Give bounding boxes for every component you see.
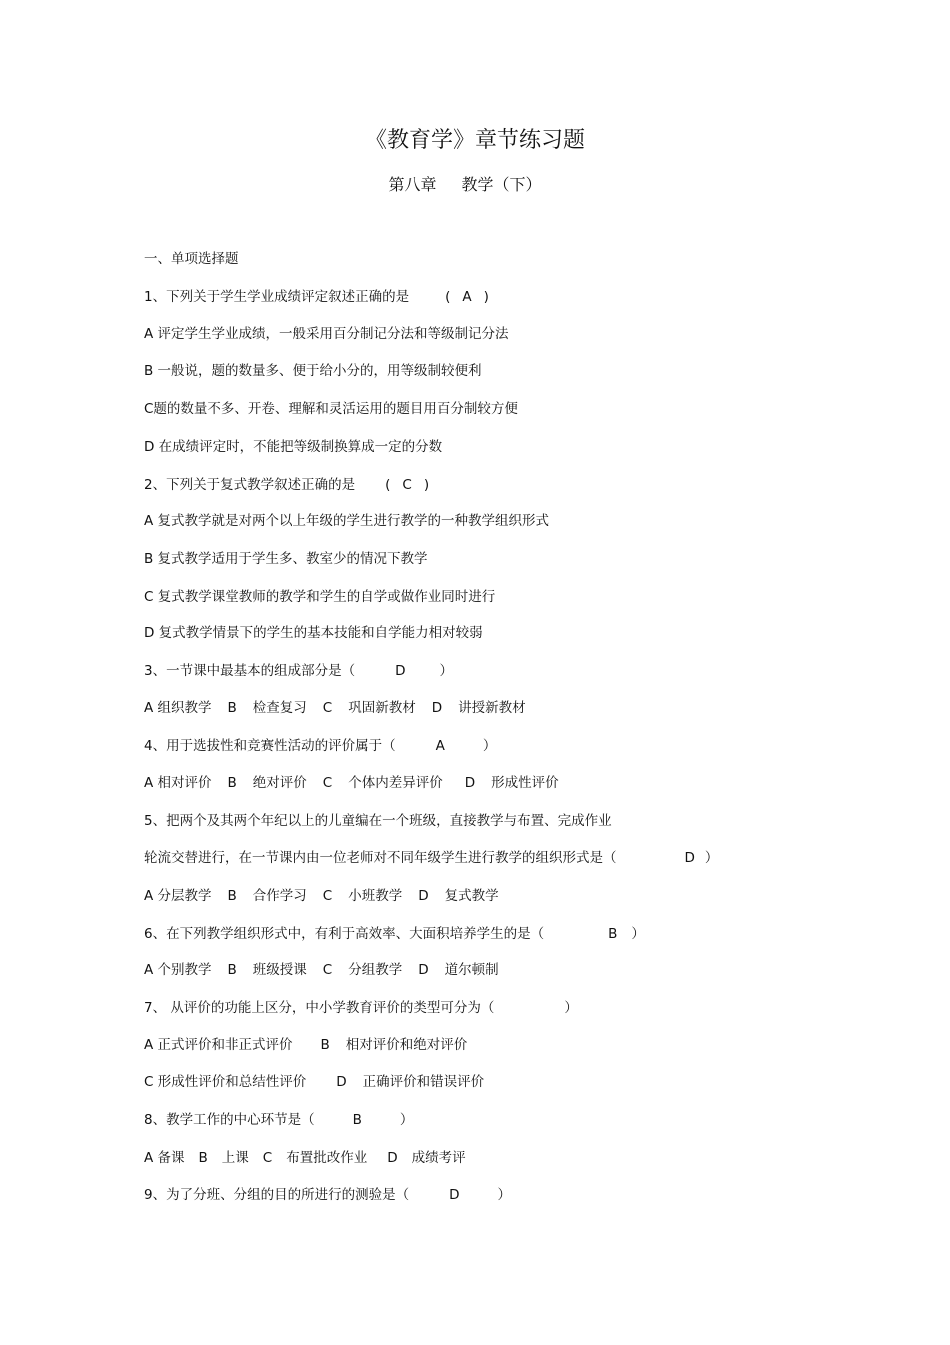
question-5-options: A 分层教学 B 合作学习 C 小班教学 D 复式教学 xyxy=(144,888,499,904)
question-7-options-row-2: C 形成性评价和总结性评价 D 正确评价和错误评价 xyxy=(144,1074,485,1090)
chapter-heading xyxy=(0,174,930,196)
document-title: 《教育学》章节练习题 xyxy=(364,128,585,153)
answer-8: B xyxy=(352,1112,362,1128)
question-5-stem-continued: 轮流交替进行，在一节课内由一位老师对不同年级学生进行教学的组织形式是（ D ） xyxy=(144,850,719,866)
question-1-option-b: B 一般说，题的数量多、便于给小分的，用等级制较便利 xyxy=(144,363,482,379)
question-6-stem: 6、在下列教学组织形式中，有利于高效率、大面积培养学生的是（ B ） xyxy=(144,926,645,942)
answer-6: B xyxy=(608,926,618,942)
question-4-options: A 相对评价 B 绝对评价 C 个体内差异评价 D 形成性评价 xyxy=(144,775,559,791)
question-2-option-a: A 复式教学就是对两个以上年级的学生进行教学的一种教学组织形式 xyxy=(144,513,550,529)
question-4-stem: 4、用于选拔性和竞赛性活动的评价属于（ A ） xyxy=(144,738,497,754)
answer-5: D xyxy=(684,850,695,866)
answer-2: C xyxy=(402,477,412,493)
question-8-options: A 备课 B 上课 C 布置批改作业 D 成绩考评 xyxy=(144,1150,466,1166)
answer-1: A xyxy=(462,289,472,305)
question-7-options-row-1: A 正式评价和非正式评价 B 相对评价和绝对评价 xyxy=(144,1037,468,1053)
question-2-option-d: D 复式教学情景下的学生的基本技能和自学能力相对较弱 xyxy=(144,625,483,641)
answer-3: D xyxy=(395,663,406,679)
question-5-stem: 5、把两个及其两个年纪以上的儿童编在一个班级，直接教学与布置、完成作业 xyxy=(144,813,612,829)
section-heading: 一、单项选择题 xyxy=(144,251,239,267)
answer-4: A xyxy=(435,738,445,754)
question-1-option-d: D 在成绩评定时，不能把等级制换算成一定的分数 xyxy=(144,439,443,455)
question-1-option-c: C题的数量不多、开卷、理解和灵活运用的题目用百分制较方便 xyxy=(144,401,518,417)
question-7-stem: 7、 从评价的功能上区分，中小学教育评价的类型可分为（ ） xyxy=(144,1000,578,1016)
question-2-stem: 2、下列关于复式教学叙述正确的是 ( C ) xyxy=(144,477,430,493)
chapter-topic: 教学（下） xyxy=(461,175,542,194)
question-3-stem: 3、一节课中最基本的组成部分是（ D ） xyxy=(144,663,453,679)
question-2-option-c: C 复式教学课堂教师的教学和学生的自学或做作业同时进行 xyxy=(144,589,496,605)
answer-9: D xyxy=(449,1187,460,1203)
question-3-options: A 组织教学 B 检查复习 C 巩固新教材 D 讲授新教材 xyxy=(144,700,526,716)
question-8-stem: 8、教学工作的中心环节是（ B ） xyxy=(144,1112,414,1128)
question-9-stem: 9、为了分班、分组的目的所进行的测验是（ D ） xyxy=(144,1187,511,1203)
question-1-stem: 1、下列关于学生学业成绩评定叙述正确的是 ( A ) xyxy=(144,289,489,305)
question-2-option-b: B 复式教学适用于学生多、教室少的情况下教学 xyxy=(144,551,428,567)
question-1-option-a: A 评定学生学业成绩，一般采用百分制记分法和等级制记分法 xyxy=(144,326,509,342)
question-6-options: A 个别教学 B 班级授课 C 分组教学 D 道尔顿制 xyxy=(144,962,499,978)
chapter-number: 第八章 xyxy=(388,175,437,194)
